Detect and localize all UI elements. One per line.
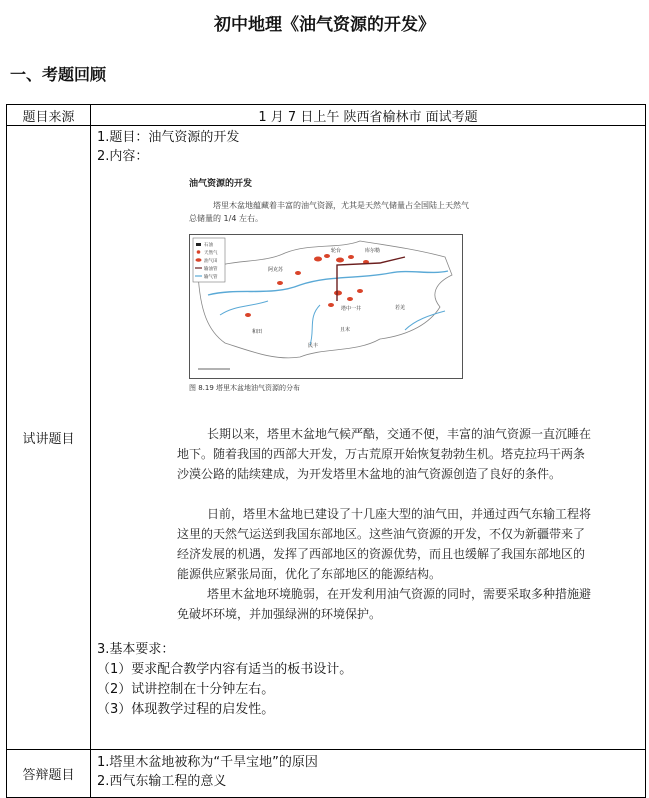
topic-line: 1.题目：油气资源的开发 [97,130,240,145]
source-label: 题目来源 [7,105,91,126]
paragraph-1-line-2: 地下。随着我国的西部大开发，万古荒原开始恢复勃勃生机。塔克拉玛干两条 [177,447,586,461]
section-heading: 一、考题回顾 [10,65,107,84]
legend-label-1: 石油 [204,243,213,248]
lecture-cell [91,126,646,750]
paragraph-1-line-1: 长期以来，塔里木盆地气候严酷，交通不便，丰富的油气资源一直沉睡在 [207,427,592,441]
city-label-8: 若羌 [395,305,406,311]
table-row-source [7,105,646,126]
paragraph-2-line-4: 能源供应紧张局面，优化了东部地区的能源结构。 [177,567,442,581]
river-branch-2 [310,305,320,345]
city-label-7: 且末 [340,327,351,333]
document-title: 初中地理《油气资源的开发》 [214,15,435,35]
requirement-1: （1）要求配合教学内容有适当的板书设计。 [97,662,353,677]
city-label-5: 和田 [252,329,263,335]
table-row-lecture [7,126,646,750]
tarim-oil-gas-map [189,234,463,379]
defense-label: 答辩题目 [7,750,91,798]
defense-cell [91,750,646,798]
defense-question-1: 1.塔里木盆地被称为“千旱宝地”的原因 [97,755,318,770]
map-graphic [190,235,462,378]
requirement-2: （2）试讲控制在十分钟左右。 [97,682,275,697]
figure-intro-line-1: 塔里木盆地蕴藏着丰富的油气资源，尤其是天然气储量占全国陆上天然气 [213,201,469,210]
river-branch-3 [405,311,445,330]
exam-table [6,104,646,798]
paragraph-2-line-5: 塔里木盆地环境脆弱，在开发利用油气资源的同时，需要采取多种措施避 [207,587,592,601]
requirements-heading: 3.基本要求： [97,642,175,657]
paragraph-2-line-6: 免破坏环境，并加强绿洲的环境保护。 [177,607,382,621]
legend-label-5: 输气管 [204,275,218,280]
figure-heading: 油气资源的开发 [189,179,253,189]
legend-label-2: 天然气 [204,251,218,256]
pipeline [337,257,405,301]
lecture-label: 试讲题目 [7,126,91,750]
river-branch-1 [220,301,268,315]
legend-label-4: 输油管 [204,267,218,272]
source-value: 1 月 7 日上午 陕西省榆林市 面试考题 [91,105,646,126]
city-label-2: 库尔勒 [365,248,381,254]
paragraph-2 [177,504,639,624]
requirements [97,640,639,720]
city-label-3: 阿克苏 [268,267,284,273]
paragraph-2-line-2: 这里的天然气运送到我国东部地区。这些油气资源的开发，不仅为新疆带来了 [177,527,586,541]
paragraph-1 [177,424,639,484]
table-row-defense [7,750,646,798]
paragraph-1-line-3: 沙漠公路的陆续建成，为开发塔里木盆地的油气资源创造了良好的条件。 [177,467,562,481]
figure-intro-line-2: 总储量的 1/4 左右。 [189,214,263,223]
content-line: 2.内容： [97,149,149,164]
legend-label-3: 油气田 [204,259,218,264]
city-label-6: 民丰 [308,343,319,349]
paragraph-2-line-1: 日前，塔里木盆地已建设了十几座大型的油气田，并通过西气东输工程将 [207,507,592,521]
city-label-4: 塔中一井 [341,306,362,312]
figure-caption: 图 8.19 塔里木盆地油气资源的分布 [189,384,301,392]
city-label-1: 轮台 [331,248,342,254]
defense-question-2: 2.西气东输工程的意义 [97,774,227,789]
textbook-figure [189,176,559,404]
requirement-3: （3）体现教学过程的启发性。 [97,702,275,717]
basin-outline [198,241,452,358]
tarim-river [208,271,448,295]
paragraph-2-line-3: 经济发展的机遇，发挥了西部地区的资源优势，而且也缓解了我国东部地区的 [177,547,586,561]
